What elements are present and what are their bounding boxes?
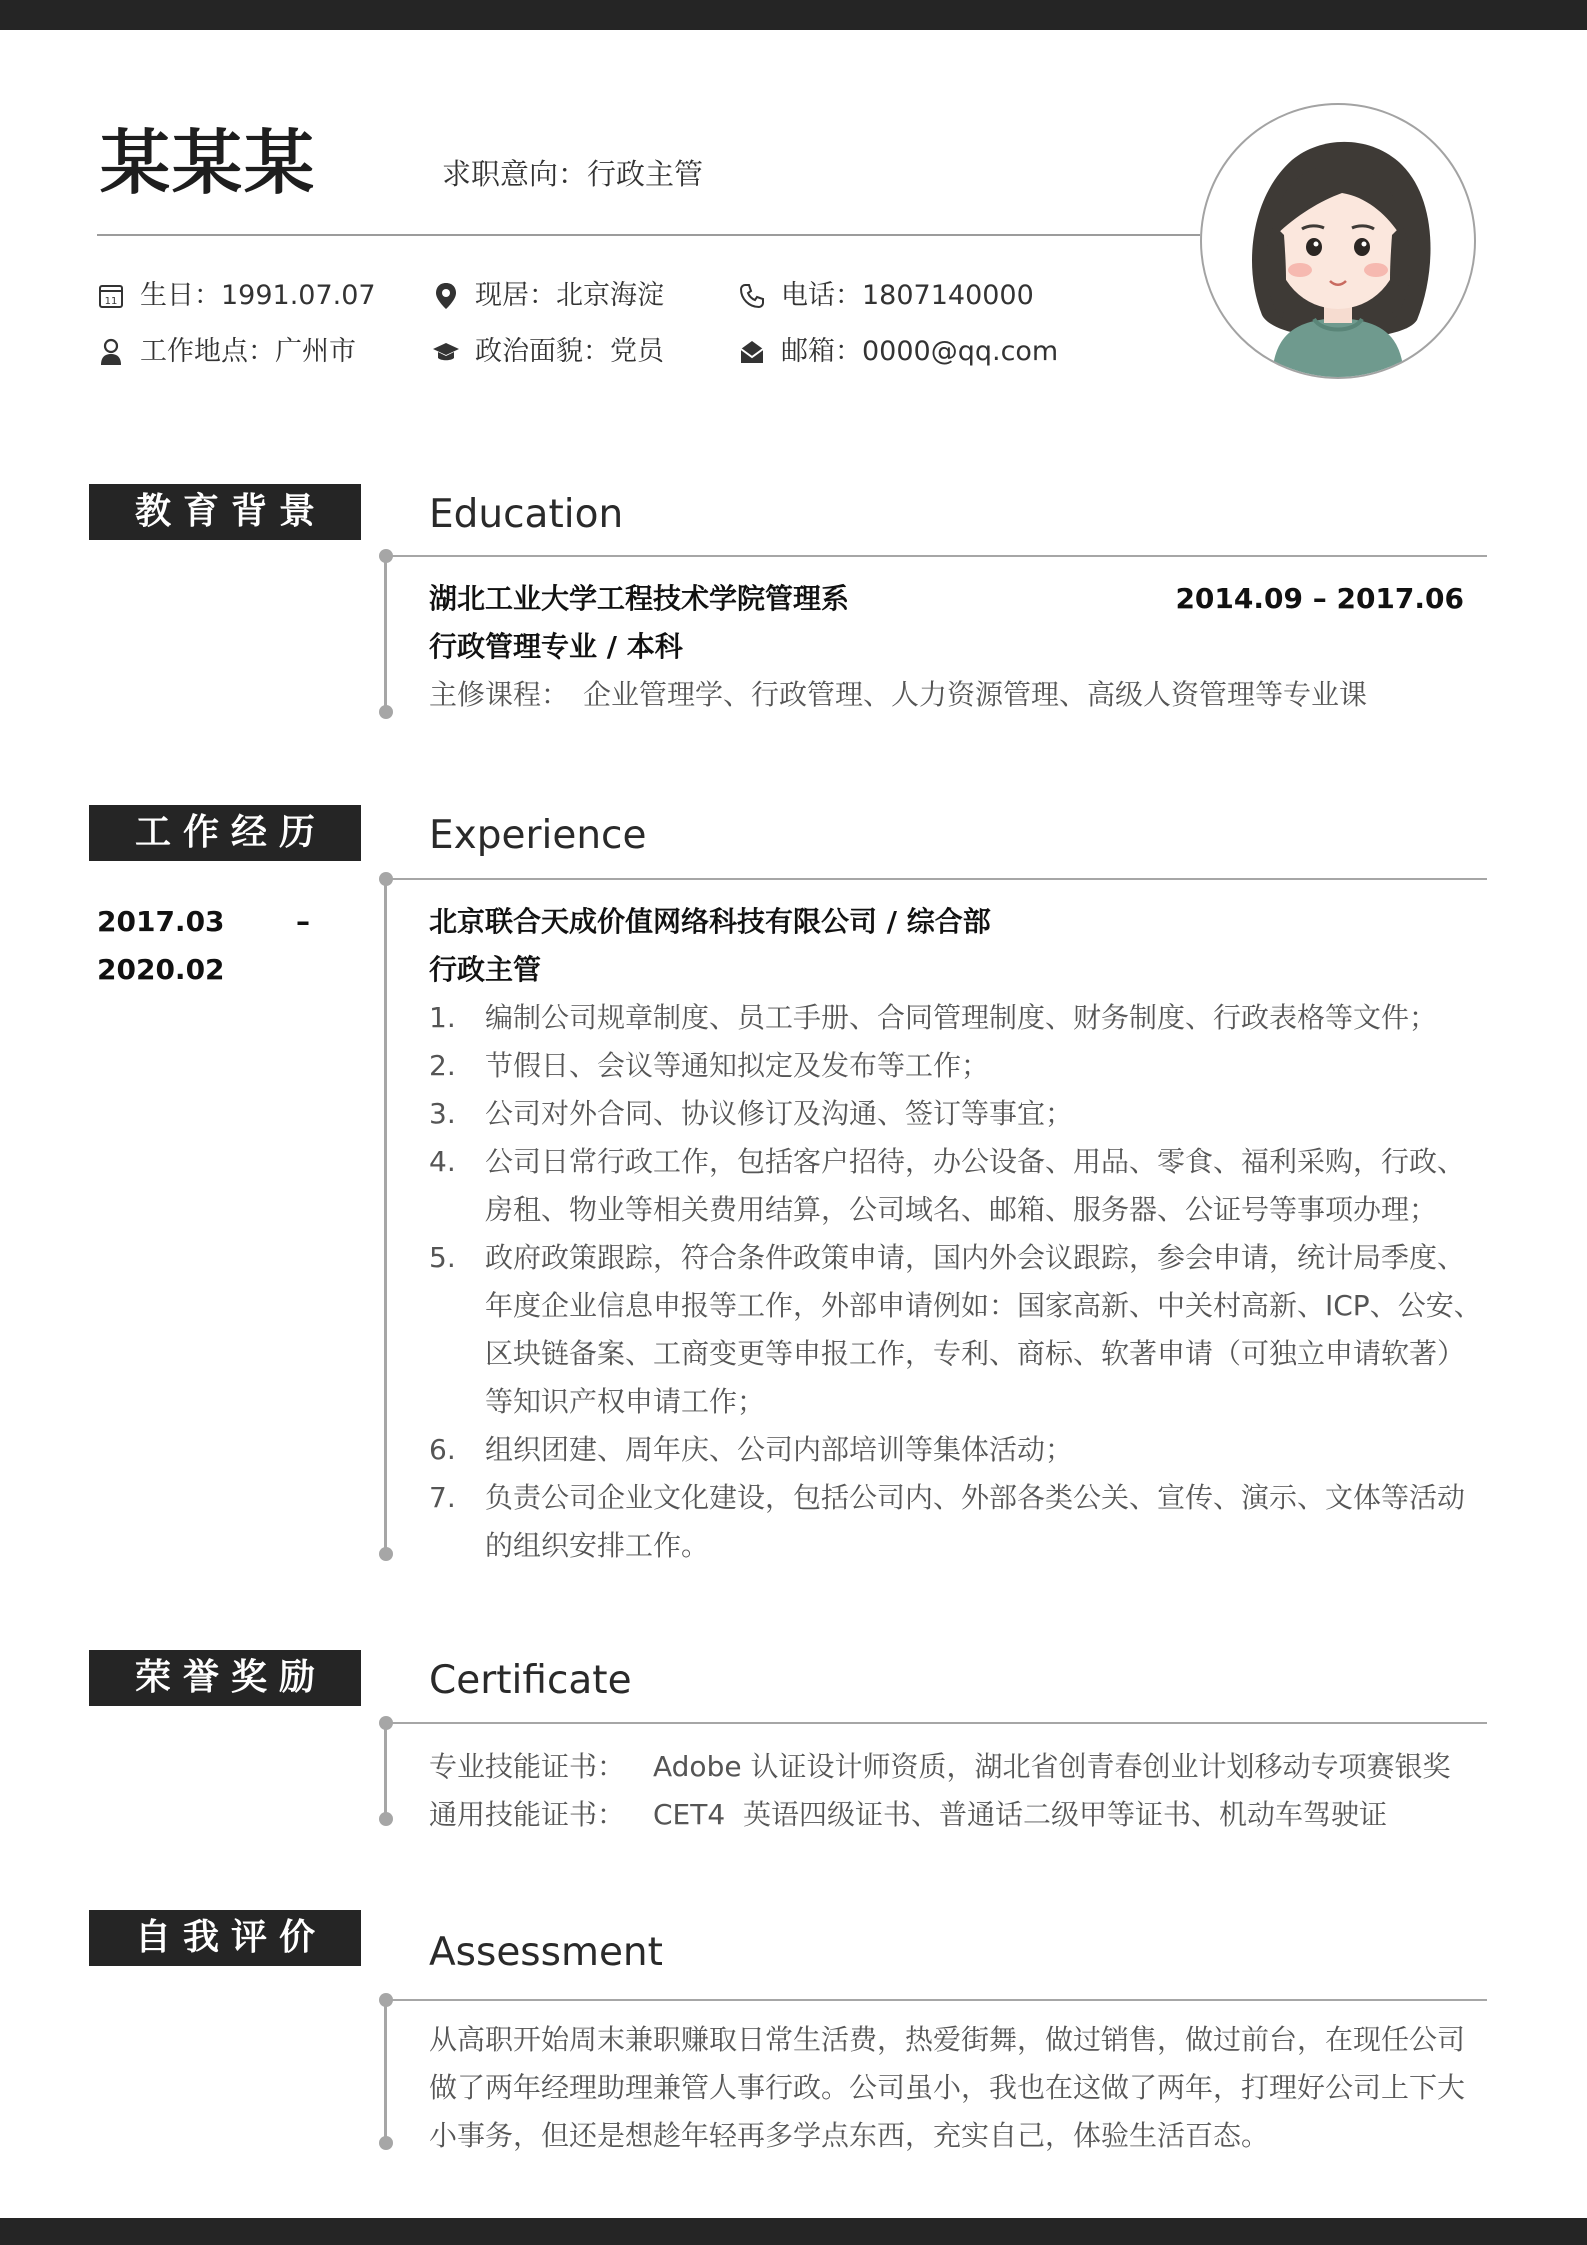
- section-divider-experience: [385, 878, 1487, 880]
- phone-icon: [737, 281, 767, 311]
- info-text: 生日：1991.07.07: [140, 280, 376, 311]
- section-divider-education: [385, 555, 1487, 557]
- section-title-certificate: Certificate: [429, 1658, 632, 1703]
- duty-item: [429, 1474, 1489, 1570]
- timeline-dot: [379, 705, 393, 719]
- timeline-line-education: [384, 555, 387, 712]
- duty-number: 5.: [429, 1241, 456, 1274]
- certificate-key: 通用技能证书：: [429, 1798, 626, 1831]
- duty-line: 节假日、会议等通知拟定及发布等工作；: [485, 1049, 990, 1082]
- section-divider-assessment: [385, 1999, 1487, 2001]
- timeline-dot: [379, 2136, 393, 2150]
- timeline-dot: [379, 1547, 393, 1561]
- duty-line: 政府政策跟踪，符合条件政策申请，国内外会议跟踪，参会申请，统计局季度、: [485, 1241, 1466, 1274]
- experience-role: 行政主管: [429, 953, 542, 986]
- education-period: 2014.09 – 2017.06: [1175, 582, 1464, 615]
- duty-line: 等知识产权申请工作；: [485, 1385, 766, 1418]
- section-label-education: 教育背景: [89, 484, 361, 540]
- mail-icon: [737, 337, 767, 367]
- duty-item: [429, 1426, 1489, 1474]
- certificate-key: 专业技能证书：: [429, 1750, 626, 1783]
- education-school: 湖北工业大学工程技术学院管理系: [429, 582, 850, 615]
- duty-item: [429, 994, 1489, 1042]
- section-title-assessment: Assessment: [429, 1930, 663, 1975]
- info-work-location: [96, 332, 356, 372]
- duty-item: [429, 1234, 1489, 1426]
- timeline-dot: [379, 1812, 393, 1826]
- timeline-line-certificate: [384, 1722, 387, 1819]
- certificate-value: Adobe 认证设计师资质，湖北省创青春创业计划移动专项赛银奖: [653, 1750, 1451, 1783]
- person-icon: [96, 337, 126, 367]
- duty-item: [429, 1138, 1489, 1234]
- section-label-assessment: 自我评价: [89, 1910, 361, 1966]
- job-intent: 求职意向：行政主管: [442, 157, 704, 191]
- section-divider-certificate: [385, 1722, 1487, 1724]
- timeline-dot: [379, 1993, 393, 2007]
- candidate-name: 某某某: [100, 122, 316, 204]
- duty-line: 公司对外合同、协议修订及沟通、签订等事宜；: [485, 1097, 1074, 1130]
- duty-number: 6.: [429, 1433, 456, 1466]
- duty-item: [429, 1090, 1489, 1138]
- education-courses: 企业管理学、行政管理、人力资源管理、高级人资管理等专业课: [583, 678, 1368, 711]
- experience-company: 北京联合天成价值网络科技有限公司 / 综合部: [429, 905, 991, 938]
- header-divider: [97, 234, 1200, 236]
- duty-line: 负责公司企业文化建设，包括公司内、外部各类公关、宣传、演示、文体等活动: [485, 1481, 1466, 1514]
- section-label-experience: 工作经历: [89, 805, 361, 861]
- duty-line: 年度企业信息申报等工作，外部申请例如：国家高新、中关村高新、ICP、公安、: [485, 1289, 1482, 1322]
- location-pin-icon: [431, 281, 461, 311]
- duty-line: 区块链备案、工商变更等申报工作，专利、商标、软著申请（可独立申请软著）: [485, 1337, 1466, 1370]
- duty-line: 组织团建、周年庆、公司内部培训等集体活动；: [485, 1433, 1074, 1466]
- duty-line: 公司日常行政工作，包括客户招待，办公设备、用品、零食、福利采购，行政、: [485, 1145, 1466, 1178]
- experience-date-start: 2017.03: [97, 905, 225, 938]
- certificate-value: CET4 英语四级证书、普通话二级甲等证书、机动车驾驶证: [653, 1798, 1387, 1831]
- experience-date-dash: –: [296, 905, 310, 938]
- graduation-cap-icon: [431, 337, 461, 367]
- info-text: 电话：1807140000: [781, 280, 1034, 311]
- education-courses-label: 主修课程：: [429, 678, 570, 711]
- duty-line: 房租、物业等相关费用结算，公司域名、邮箱、服务器、公证号等事项办理；: [485, 1193, 1438, 1226]
- duty-item: [429, 1042, 1489, 1090]
- timeline-line-experience: [384, 878, 387, 1554]
- info-text: 工作地点：广州市: [140, 336, 356, 367]
- duty-line: 编制公司规章制度、员工手册、合同管理制度、财务制度、行政表格等文件；: [485, 1001, 1438, 1034]
- section-label-certificate: 荣誉奖励: [89, 1650, 361, 1706]
- top-bar: [0, 0, 1587, 30]
- timeline-dot: [379, 1716, 393, 1730]
- avatar-illustration: [1202, 105, 1474, 377]
- info-residence: [431, 276, 664, 316]
- timeline-dot: [379, 549, 393, 563]
- duty-number: 3.: [429, 1097, 456, 1130]
- info-text: 政治面貌：党员: [475, 336, 664, 367]
- duty-number: 7.: [429, 1481, 456, 1514]
- timeline-dot: [379, 872, 393, 886]
- experience-date-end: 2020.02: [97, 953, 225, 986]
- info-email: [737, 332, 1058, 372]
- duty-number: 2.: [429, 1049, 456, 1082]
- section-title-experience: Experience: [429, 813, 647, 858]
- assessment-line: 做了两年经理助理兼管人事行政。公司虽小，我也在这做了两年，打理好公司上下大: [429, 2071, 1466, 2104]
- timeline-line-assessment: [384, 1999, 387, 2143]
- avatar: [1200, 103, 1476, 379]
- assessment-line: 从高职开始周末兼职赚取日常生活费，热爱街舞，做过销售，做过前台，在现任公司: [429, 2023, 1466, 2056]
- assessment-line: 小事务，但还是想趁年轻再多学点东西，充实自己，体验生活百态。: [429, 2119, 1270, 2152]
- svg-text:11: 11: [104, 296, 118, 307]
- calendar-icon: [96, 281, 126, 311]
- info-text: 现居：北京海淀: [475, 280, 664, 311]
- duty-number: 4.: [429, 1145, 456, 1178]
- section-title-education: Education: [429, 492, 624, 537]
- education-major: 行政管理专业 / 本科: [429, 630, 683, 663]
- duty-number: 1.: [429, 1001, 456, 1034]
- bottom-bar: [0, 2218, 1587, 2245]
- info-political: [431, 332, 664, 372]
- duty-line: 的组织安排工作。: [485, 1529, 710, 1562]
- info-birthday: [96, 276, 376, 316]
- info-phone: [737, 276, 1034, 316]
- info-text: 邮箱：0000@qq.com: [781, 336, 1059, 367]
